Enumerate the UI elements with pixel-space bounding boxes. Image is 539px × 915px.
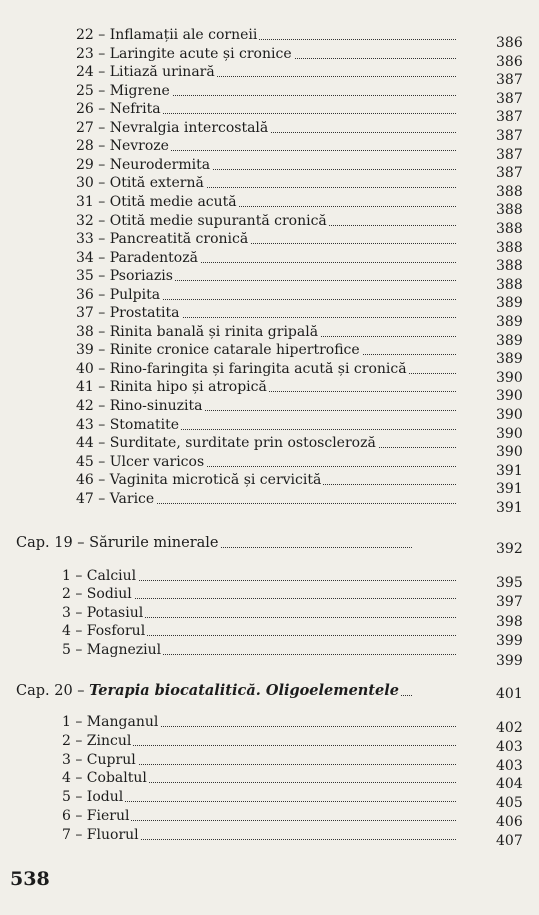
toc-entry-row xyxy=(76,434,456,452)
toc-entry-label: 43 – Stomatite xyxy=(76,416,179,433)
toc-entry-label: 35 – Psoriazis xyxy=(76,268,173,285)
mineral-page: 395 xyxy=(496,575,523,591)
toc-entry-page: 389 xyxy=(496,314,523,330)
page-number: 538 xyxy=(10,868,50,890)
mineral-label: 3 – Potasiul xyxy=(62,604,144,621)
toc-entry-row xyxy=(76,100,456,118)
toc-entry-label: 24 – Litiază urinară xyxy=(76,64,215,81)
toc-entry-label: 37 – Prostatita xyxy=(76,305,180,322)
trace-element-page: 405 xyxy=(496,795,523,812)
toc-entry-label: 32 – Otită medie supurantă cronică xyxy=(76,212,327,229)
toc-entry-label: 42 – Rino-sinuzita xyxy=(76,398,203,414)
trace-element-page: 407 xyxy=(496,832,523,849)
toc-entry-label: 29 – Neurodermita xyxy=(76,156,211,173)
mineral-row xyxy=(62,585,456,603)
toc-entry-row xyxy=(76,26,456,44)
trace-element-label: 2 – Zincul xyxy=(62,732,132,749)
trace-element-row xyxy=(62,788,456,806)
mineral-page: 399 xyxy=(496,633,523,650)
toc-entry-page: 388 xyxy=(496,276,523,293)
toc-entry-page: 390 xyxy=(496,407,523,423)
mineral-row xyxy=(62,641,456,659)
trace-element-label: 6 – Fierul xyxy=(62,808,130,824)
toc-entry-label: 33 – Pancreatită cronică xyxy=(76,231,249,248)
toc-entry-page: 386 xyxy=(496,35,523,51)
toc-entry-row xyxy=(76,82,456,100)
mineral-label: 5 – Magneziul xyxy=(62,641,162,658)
trace-element-label: 3 – Cuprul xyxy=(62,751,136,768)
toc-entry-row xyxy=(76,193,456,211)
toc-entry-row xyxy=(76,63,456,81)
toc-entry-label: 34 – Paradentoză xyxy=(76,249,198,266)
toc-entry-row xyxy=(76,341,456,359)
trace-element-row xyxy=(62,713,456,731)
chapter-20-prefix: Cap. 20 – xyxy=(16,683,90,699)
chapter-20-heading xyxy=(16,682,412,700)
toc-entry-label: 30 – Otită externă xyxy=(76,175,204,192)
trace-element-page: 403 xyxy=(496,757,523,774)
toc-entry-page: 391 xyxy=(496,462,523,479)
toc-entry-label: 28 – Nevroze xyxy=(76,138,169,155)
mineral-label: 2 – Sodiul xyxy=(62,586,132,603)
toc-entry-row xyxy=(76,286,456,304)
toc-entry-page: 388 xyxy=(496,183,523,200)
toc-entry-page: 389 xyxy=(496,332,523,349)
toc-entry-label: 44 – Surditate, surditate prin ostoscleroză xyxy=(76,435,376,452)
trace-element-page: 403 xyxy=(496,738,523,755)
mineral-row xyxy=(62,604,456,622)
mineral-page: 397 xyxy=(496,594,523,611)
toc-entry-row xyxy=(76,119,456,137)
mineral-row xyxy=(62,622,456,640)
trace-element-page: 404 xyxy=(496,776,523,793)
toc-entry-row xyxy=(76,490,456,508)
toc-entry-page: 386 xyxy=(496,53,523,70)
toc-entry-label: 26 – Nefrita xyxy=(76,101,161,118)
toc-entry-row xyxy=(76,174,456,192)
toc-entry-label: 27 – Nevralgia intercostală xyxy=(76,119,269,136)
toc-entry-label: 40 – Rino-faringita și faringita acută și cronică xyxy=(76,360,407,377)
trace-element-page: 402 xyxy=(496,720,523,736)
toc-entry-label: 47 – Varice xyxy=(76,490,155,507)
toc-entry-row xyxy=(76,45,456,63)
toc-entry-label: 38 – Rinita banală și rinita gripală xyxy=(76,323,319,340)
chapter-20-page: 401 xyxy=(496,686,523,702)
toc-entry-page: 391 xyxy=(496,500,523,516)
toc-entry-page: 390 xyxy=(496,444,523,461)
toc-entry-page: 389 xyxy=(496,295,523,312)
trace-element-row xyxy=(62,732,456,750)
toc-entry-page: 388 xyxy=(496,239,523,256)
toc-entry-row xyxy=(76,249,456,267)
toc-entry-row xyxy=(76,471,456,489)
toc-entry-label: 41 – Rinita hipo și atropică xyxy=(76,379,267,396)
toc-entry-label: 46 – Vaginita microtică și cervicită xyxy=(76,472,322,489)
toc-entry-row xyxy=(76,323,456,341)
mineral-label: 4 – Fosforul xyxy=(62,623,146,640)
toc-entry-label: 25 – Migrene xyxy=(76,82,170,99)
toc-entry-label: 31 – Otită medie acută xyxy=(76,193,237,210)
trace-element-label: 1 – Manganul xyxy=(62,714,159,730)
toc-entry-page: 391 xyxy=(496,481,523,498)
trace-element-row xyxy=(62,807,456,825)
toc-entry-label: 36 – Pulpita xyxy=(76,286,161,303)
toc-entry-row xyxy=(76,416,456,434)
toc-entry-label: 39 – Rinite cronice catarale hipertrofice xyxy=(76,342,360,359)
toc-entry-page: 390 xyxy=(496,425,523,442)
trace-element-row xyxy=(62,751,456,769)
chapter-19-heading xyxy=(16,534,412,552)
toc-entry-page: 387 xyxy=(496,165,523,182)
toc-entry-row xyxy=(76,397,456,415)
mineral-row xyxy=(62,567,456,585)
chapter-19-page: 392 xyxy=(496,541,523,557)
trace-element-label: 4 – Cobaltul xyxy=(62,770,147,787)
toc-entry-page: 387 xyxy=(496,90,523,107)
chapter-19-label: Cap. 19 – Sărurile minerale xyxy=(16,535,219,551)
toc-entry-label: 22 – Inflamații ale corneii xyxy=(76,27,258,43)
toc-entry-row xyxy=(76,267,456,285)
toc-entry-row xyxy=(76,230,456,248)
toc-entry-page: 388 xyxy=(496,258,523,275)
mineral-page: 399 xyxy=(496,652,523,669)
toc-entry-page: 387 xyxy=(496,109,523,126)
toc-entry-row xyxy=(76,378,456,396)
trace-element-label: 7 – Fluorul xyxy=(62,826,139,843)
mineral-label: 1 – Calciul xyxy=(62,568,137,584)
toc-entry-row xyxy=(76,212,456,230)
toc-entry-row xyxy=(76,137,456,155)
toc-entry-page: 388 xyxy=(496,221,523,237)
toc-entry-label: 23 – Laringite acute și cronice xyxy=(76,45,292,62)
toc-entry-row xyxy=(76,304,456,322)
toc-entry-row xyxy=(76,453,456,471)
toc-entry-row xyxy=(76,360,456,378)
toc-entry-label: 45 – Ulcer varicos xyxy=(76,453,205,470)
trace-element-row xyxy=(62,769,456,787)
toc-entry-page: 388 xyxy=(496,202,523,219)
chapter-20-title: Terapia biocatalitică. Oligoelementele xyxy=(89,682,400,699)
toc-entry-page: 387 xyxy=(496,146,523,163)
toc-entry-row xyxy=(76,156,456,174)
toc-entry-page: 390 xyxy=(496,388,523,405)
toc-entry-page: 387 xyxy=(496,72,523,89)
trace-element-label: 5 – Iodul xyxy=(62,789,124,806)
toc-entry-page: 387 xyxy=(496,128,523,144)
trace-element-row xyxy=(62,826,456,844)
toc-entry-page: 390 xyxy=(496,369,523,386)
trace-element-page: 406 xyxy=(496,814,523,830)
mineral-page: 398 xyxy=(496,613,523,630)
toc-entry-page: 389 xyxy=(496,351,523,368)
